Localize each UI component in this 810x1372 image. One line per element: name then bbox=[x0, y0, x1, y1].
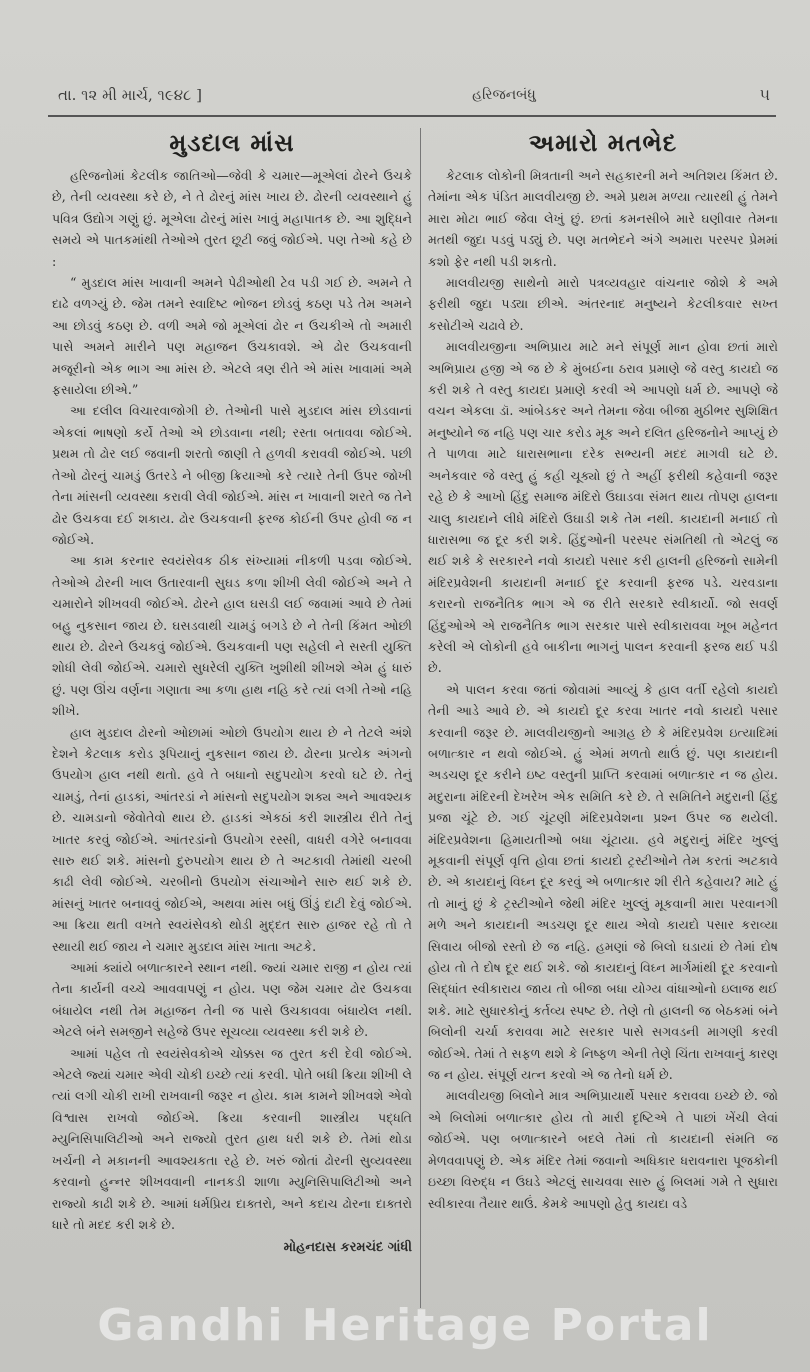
publication-name: હરિજનબંધુ bbox=[472, 87, 536, 103]
left-article bbox=[52, 128, 412, 1308]
column-divider bbox=[420, 128, 421, 1308]
left-paragraph: “ મુડદાલ માંસ ખાવાની અમને પેઢીઓથી ટેવ પડી ગઈ છે. અમને તે દાઢે વળગ્યું છે. જેમ તમને સ્વાદિષ્ટ ભોજન છોડવું કઠણ પડે તેમ અમને આ છોડવું કઠણ છે. વળી અમે જો મૂએલાં ઢોર ન ઉચકીએ તો અમારી પાસે અમને મારીને પણ મહાજન ઉચકાવશે. એ ઢોર ઉચકવાની મજૂરીનો એક ભાગ આ માંસ છે. એટલે ત્રણ રીતે એ માંસ ખાવામાં અમે ફસાયેલા છીએ.” bbox=[52, 275, 412, 398]
page-number: ૫ bbox=[759, 85, 770, 104]
header-rule bbox=[48, 115, 776, 117]
issue-date: તા. ૧૨ મી માર્ચ, ૧૯૪૮ ] bbox=[58, 86, 202, 104]
portal-watermark: Gandhi Heritage Portal bbox=[97, 1300, 713, 1351]
left-paragraph: હાલ મુડદાલ ઢોરનો ઓછામાં ઓછો ઉપયોગ થાય છે ને તેટલે અંશે દેશને કેટલાક કરોડ રૂપિયાનું નુકસાન જાય છે. ઢોરના પ્રત્યેક અંગનો ઉપયોગ હાલ નથી થતો. હવે તે બધાનો સદુપયોગ કરવો ઘટે છે. તેનું ચામડું, તેનાં હાડકાં, આંતરડાં ને માંસનો સદુપયોગ શક્ય અને આવશ્યક છે. ચામડાનો જેવોતેવો થાય છે. હાડકાં એકઠાં કરી શાસ્ત્રીય રીતે તેનું ખાતર કરવું જોઈએ. આંતરડાંનો ઉપયોગ રસ્સી, વાધરી વગેરે બનાવવા સારુ થઈ શકે. માંસનો દુરુપયોગ થાય છે તે અટકાવી તેમાંથી ચરબી કાઢી લેવી જોઈએ. ચરબીનો ઉપયોગ સંચાઓને સારુ થઈ શકે છે. માંસનું ખાતર બનાવવું જોઈએ, અથવા માંસ બધું ઊંડું દાટી દેવું જોઈએ. આ ક્રિયા થતી વખતે સ્વયંસેવકો થોડી મુદ્દત સારુ હાજર રહે તો તે સ્થાયી થઈ જાય ને ચમાર મુડદાલ માંસ ખાતા અટકે. bbox=[52, 724, 412, 954]
right-paragraph: એ પાલન કરવા જતાં જોવામાં આવ્યું કે હાલ વર્તી રહેલો કાયદો તેની આડે આવે છે. એ કાયદો દૂર કરવા ખાતર નવો કાયદો પસાર કરવાની જરૂર છે. માલવીયજીનો આગ્રહ છે કે મંદિરપ્રવેશ ઇત્યાદિમાં બળાત્કાર ન થવો જોઈએ. હું એમાં મળતો થાઉં છું. પણ કાયદાની અડચણ દૂર કરીને ઇષ્ટ વસ્તુની પ્રાપ્તિ કરવામાં બળાત્કાર ન જ હોય. મદુરાના મંદિરની દેખરેખ એક સમિતિ કરે છે. તે સમિતિને મદુરાની હિંદુ પ્રજા ચૂંટે છે. ગઈ ચૂંટણી મંદિરપ્રવેશના પ્રશ્ન ઉપર જ થયેલી. મંદિરપ્રવેશના હિમાયતીઓ બધા ચૂંટાયા. હવે મદુરાનું મંદિર ખુલ્લું મૂકવાની સંપૂર્ણ વૃત્તિ હોવા છતાં કાયદો ટ્રસ્ટીઓને તેમ કરતાં અટકાવે છે. એ કાયદાનું વિઘ્ન દૂર કરવું એ બળાત્કાર શી રીતે કહેવાય? માટે હું તો માનું છું કે ટ્રસ્ટીઓને જેથી મંદિર ખુલ્લું મૂકવાની મારા પરવાનગી મળે અને કાયદાની અડચણ દૂર થાય એવો કાયદો પસાર કરાવ્યા સિવાય બીજો રસ્તો છે જ નહિ. હમણાં જે બિલો ઘડાયાં છે તેમાં દોષ હોય તો તે દોષ દૂર થઈ શકે. જો કાયદાનું વિઘ્ન માર્ગમાંથી દૂર કરવાનો સિદ્ધાંત સ્વીકારાય જાય તો બીજા બધા યોગ્ય વાંધાઓનો ઇલાજ થઈ શકે. માટે સુધારકોનું કર્તવ્ય સ્પષ્ટ છે. તેણે તો હાલની જ બેઠકમાં બંને બિલોની ચર્ચા કરાવવા માટે સરકાર પાસે સગવડની માગણી કરવી જોઈએ. તેમાં તે સફળ થશે કે નિષ્ફળ એની તેણે ચિંતા રાખવાનું કારણ જ ન હોય. સંપૂર્ણ યત્ન કરવો એ જ તેનો ધર્મ છે. bbox=[428, 681, 778, 1083]
page-header bbox=[58, 78, 770, 112]
right-paragraph: માલવીયજી સાથેનો મારો પત્રવ્યવહાર વાંચનાર જોશે કે અમે ફરીથી જુદા પડ્યા છીએ. અંતરનાદ મનુષ્યને કેટલીકવાર સખ્ત કસોટીએ ચઢાવે છે. bbox=[428, 275, 778, 333]
right-paragraph: માલવીયજી બિલોને માત્ર અભિપ્રાયાર્થે પસાર કરાવવા ઇચ્છે છે. જો એ બિલોમાં બળાત્કાર હોય તો મારી દૃષ્ટિએ તે પાછાં ખેંચી લેવાં જોઈએ. પણ બળાત્કારને બદલે તેમાં તો કાયદાની સંમતિ જ મેળવવાપણું છે. એક મંદિર તેમાં જવાનો અધિકાર ધરાવનારા પૂજકોની ઇચ્છા વિરુદ્ધ ન ઉઘડે એટલું સાચવવા સારુ હું બિલમાં ગમે તે સુધારા સ્વીકારવા તૈયાર થાઉં. કેમકે આપણો હેતુ કાયદા વડે bbox=[428, 1088, 778, 1211]
left-paragraph: આમાં ક્યાંયે બળાત્કારને સ્થાન નથી. જ્યાં ચમાર રાજી ન હોય ત્યાં તેના કાર્યની વચ્ચે આવવાપણું ન હોય. પણ જેમ ચમાર ઢોર ઉચકવા બંધાયેલ નથી તેમ મહાજન તેની જ પાસે ઉચકાવવા બંધાયેલ નથી. એટલે બંને સમજીને સહેજે ઉપર સૂચવ્યા વ્યવસ્થા કરી શકે છે. bbox=[52, 960, 412, 1040]
right-article-title: અમારો મતભેદ bbox=[528, 128, 678, 157]
right-paragraph: માલવીયજીના અભિપ્રાય માટે મને સંપૂર્ણ માન હોવા છતાં મારો અભિપ્રાય હજી એ જ છે કે મુંબઈના ઠરાવ પ્રમાણે જે વસ્તુ કાયદો જ કરી શકે તે વસ્તુ કાયદા પ્રમાણે કરવી એ આપણો ધર્મ છે. આપણે જે વચન એકલા ડૉ. આંબેડકર અને તેમના જેવા બીજા મુઠીભર સુશિક્ષિત મનુષ્યોને જ નહિ પણ ચાર કરોડ મૂક અને દલિત હરિજનોને આપ્યું છે તે પાળવા માટે ધારાસભાના દરેક સભ્યની મદદ માગવી ઘટે છે. અનેકવાર જે વસ્તુ હું કહી ચૂક્યો છું તે અહીં ફરીથી કહેવાની જરૂર રહે છે કે આખો હિંદુ સમાજ મંદિરો ઉઘાડવા સંમત થાય તોપણ હાલના ચાલુ કાયદાને લીધે મંદિરો ઉઘાડી શકે તેમ નથી. કાયદાની મનાઈ તો ધારાસભા જ દૂર કરી શકે. હિંદુઓની પરસ્પર સંમતિથી તો એટલું જ થઈ શકે કે સરકારને નવો કાયદો પસાર કરી હાલની હરિજનો સામેની મંદિરપ્રવેશની કાયદાની મનાઈ દૂર કરવાની ફરજ પડે. ચરવડાના કરારનો રાજનૈતિક ભાગ એ જ રીતે સરકારે સ્વીકાર્યો. જો સવર્ણ હિંદુઓએ એ રાજનૈતિક ભાગ સરકાર પાસે સ્વીકારાવવા ખૂબ મહેનત કરેલી એ લોકોની હવે બાકીના ભાગનું પાલન કરવાની ફરજ થઈ પડી છે. bbox=[428, 339, 778, 676]
left-paragraph: આ કામ કરનાર સ્વયંસેવક ઠીક સંખ્યામાં નીકળી પડવા જોઈએ. તેઓએ ઢોરની ખાલ ઉતારવાની સુઘડ કળા શીખી લેવી જોઈએ અને તે ચમારોને શીખવવી જોઈએ. ઢોરને હાલ ઘસડી લઈ જવામાં આવે છે તેમાં બહુ નુકસાન જાય છે. ઘસડવાથી ચામડું બગડે છે ને તેની કિંમત ઓછી થાય છે. ઢોરને ઉચકવું જોઈએ. ઉચકવાની પણ સહેલી ને સસ્તી યુક્તિ શોધી લેવી જોઈએ. ચમારો સુધરેલી યુક્તિ ખુશીથી શીખશે એમ હું ધારું છું. પણ ઊંચ વર્ણના ગણાતા આ કળા હાથ નહિ કરે ત્યાં લગી તેઓ નહિ શીખે. bbox=[52, 553, 412, 719]
left-article-title: મુડદાલ માંસ bbox=[169, 128, 295, 157]
right-article-body bbox=[428, 165, 778, 1214]
right-article bbox=[428, 128, 778, 1308]
right-paragraph: કેટલાક લોકોની મિત્રતાની અને સહકારની મને અતિશય કિંમત છે. તેમાંના એક પંડિત માલવીયજી છે. અમે પ્રથમ મળ્યા ત્યારથી હું તેમને મારા મોટા ભાઈ જેવા લેખું છું. છતાં કમનસીબે મારે ઘણીવાર તેમના મતથી જુદા પડવું પડ્યું છે. પણ મતભેદને અંગે અમારા પરસ્પર પ્રેમમાં કશો ફેર નથી પડી શકતો. bbox=[428, 168, 778, 269]
left-paragraph: આમાં પહેલ તો સ્વયંસેવકોએ ચોક્કસ જ તુરત કરી દેવી જોઈએ. એટલે જ્યાં ચમાર એવી ચોકી ઇચ્છે ત્યાં કરવી. પોતે બધી ક્રિયા શીખી લે ત્યાં લગી ચોકી રાખી રાખવાની જરૂર ન હોય. કામ કામને શીખવશે એવો વિશ્વાસ રાખવો જોઈએ. ક્રિયા કરવાની શાસ્ત્રીય પદ્ધતિ મ્યુનિસિપાલિટીઓ અને રાજ્યો તુરત હાથ ધરી શકે છે. તેમાં થોડા ખર્ચની ને મકાનની આવશ્યકતા રહે છે. ખરું જોતાં ઢોરની સુવ્યવસ્થા કરવાનો હુન્નર શીખવવાની નાનકડી શાળા મ્યુનિસિપાલિટીઓ અને રાજ્યો કાઢી શકે છે. આમાં ધર્મપ્રિય દાક્તરો, અને કદાચ ઢોરના દાક્તરો ધારે તો મદદ કરી શકે છે. bbox=[52, 1045, 412, 1232]
left-article-body bbox=[52, 165, 412, 1259]
left-paragraph: આ દલીલ વિચારવાજોગી છે. તેઓની પાસે મુડદાલ માંસ છોડવાનાં એકલાં ભાષણો કર્યે તેઓ એ છોડવાના નથી; રસ્તા બતાવવા જોઈએ. પ્રથમ તો ઢોર લઈ જવાની શરતો જાણી તે હળવી કરાવવી જોઈએ. પછી તેઓ ઢોરનું ચામડું ઉતરડે ને બીજી ક્રિયાઓ કરે ત્યારે તેની ઉપર જોખી તેના માંસની વ્યવસ્થા કરાવી લેવી જોઈએ. માંસ ન ખાવાની શરતે જ તેને ઢોર ઉચકવા દઈ શકાય. ઢોર ઉચકવાની ફરજ કોઈની ઉપર હોવી જ ન જોઈએ. bbox=[52, 403, 412, 547]
author-signature: મોહનદાસ કરમચંદ ગાંધી bbox=[283, 1240, 412, 1256]
left-paragraph: હરિજનોમાં કેટલીક જાતિઓ—જેવી કે ચમાર—મૂએલાં ઢોરને ઉચકે છે, તેની વ્યવસ્થા કરે છે, ને તે ઢોરનું માંસ ખાય છે. ઢોરની વ્યવસ્થાને હું પવિત્ર ઉદ્યોગ ગણું છું. મૂએલા ઢોરનું માંસ ખાવું મહાપાતક છે. આ શુદ્ધિને સમયે એ પાતકમાંથી તેઓએ તુરત છૂટી જવું જોઈએ. પણ તેઓ કહે છે : bbox=[52, 168, 412, 269]
